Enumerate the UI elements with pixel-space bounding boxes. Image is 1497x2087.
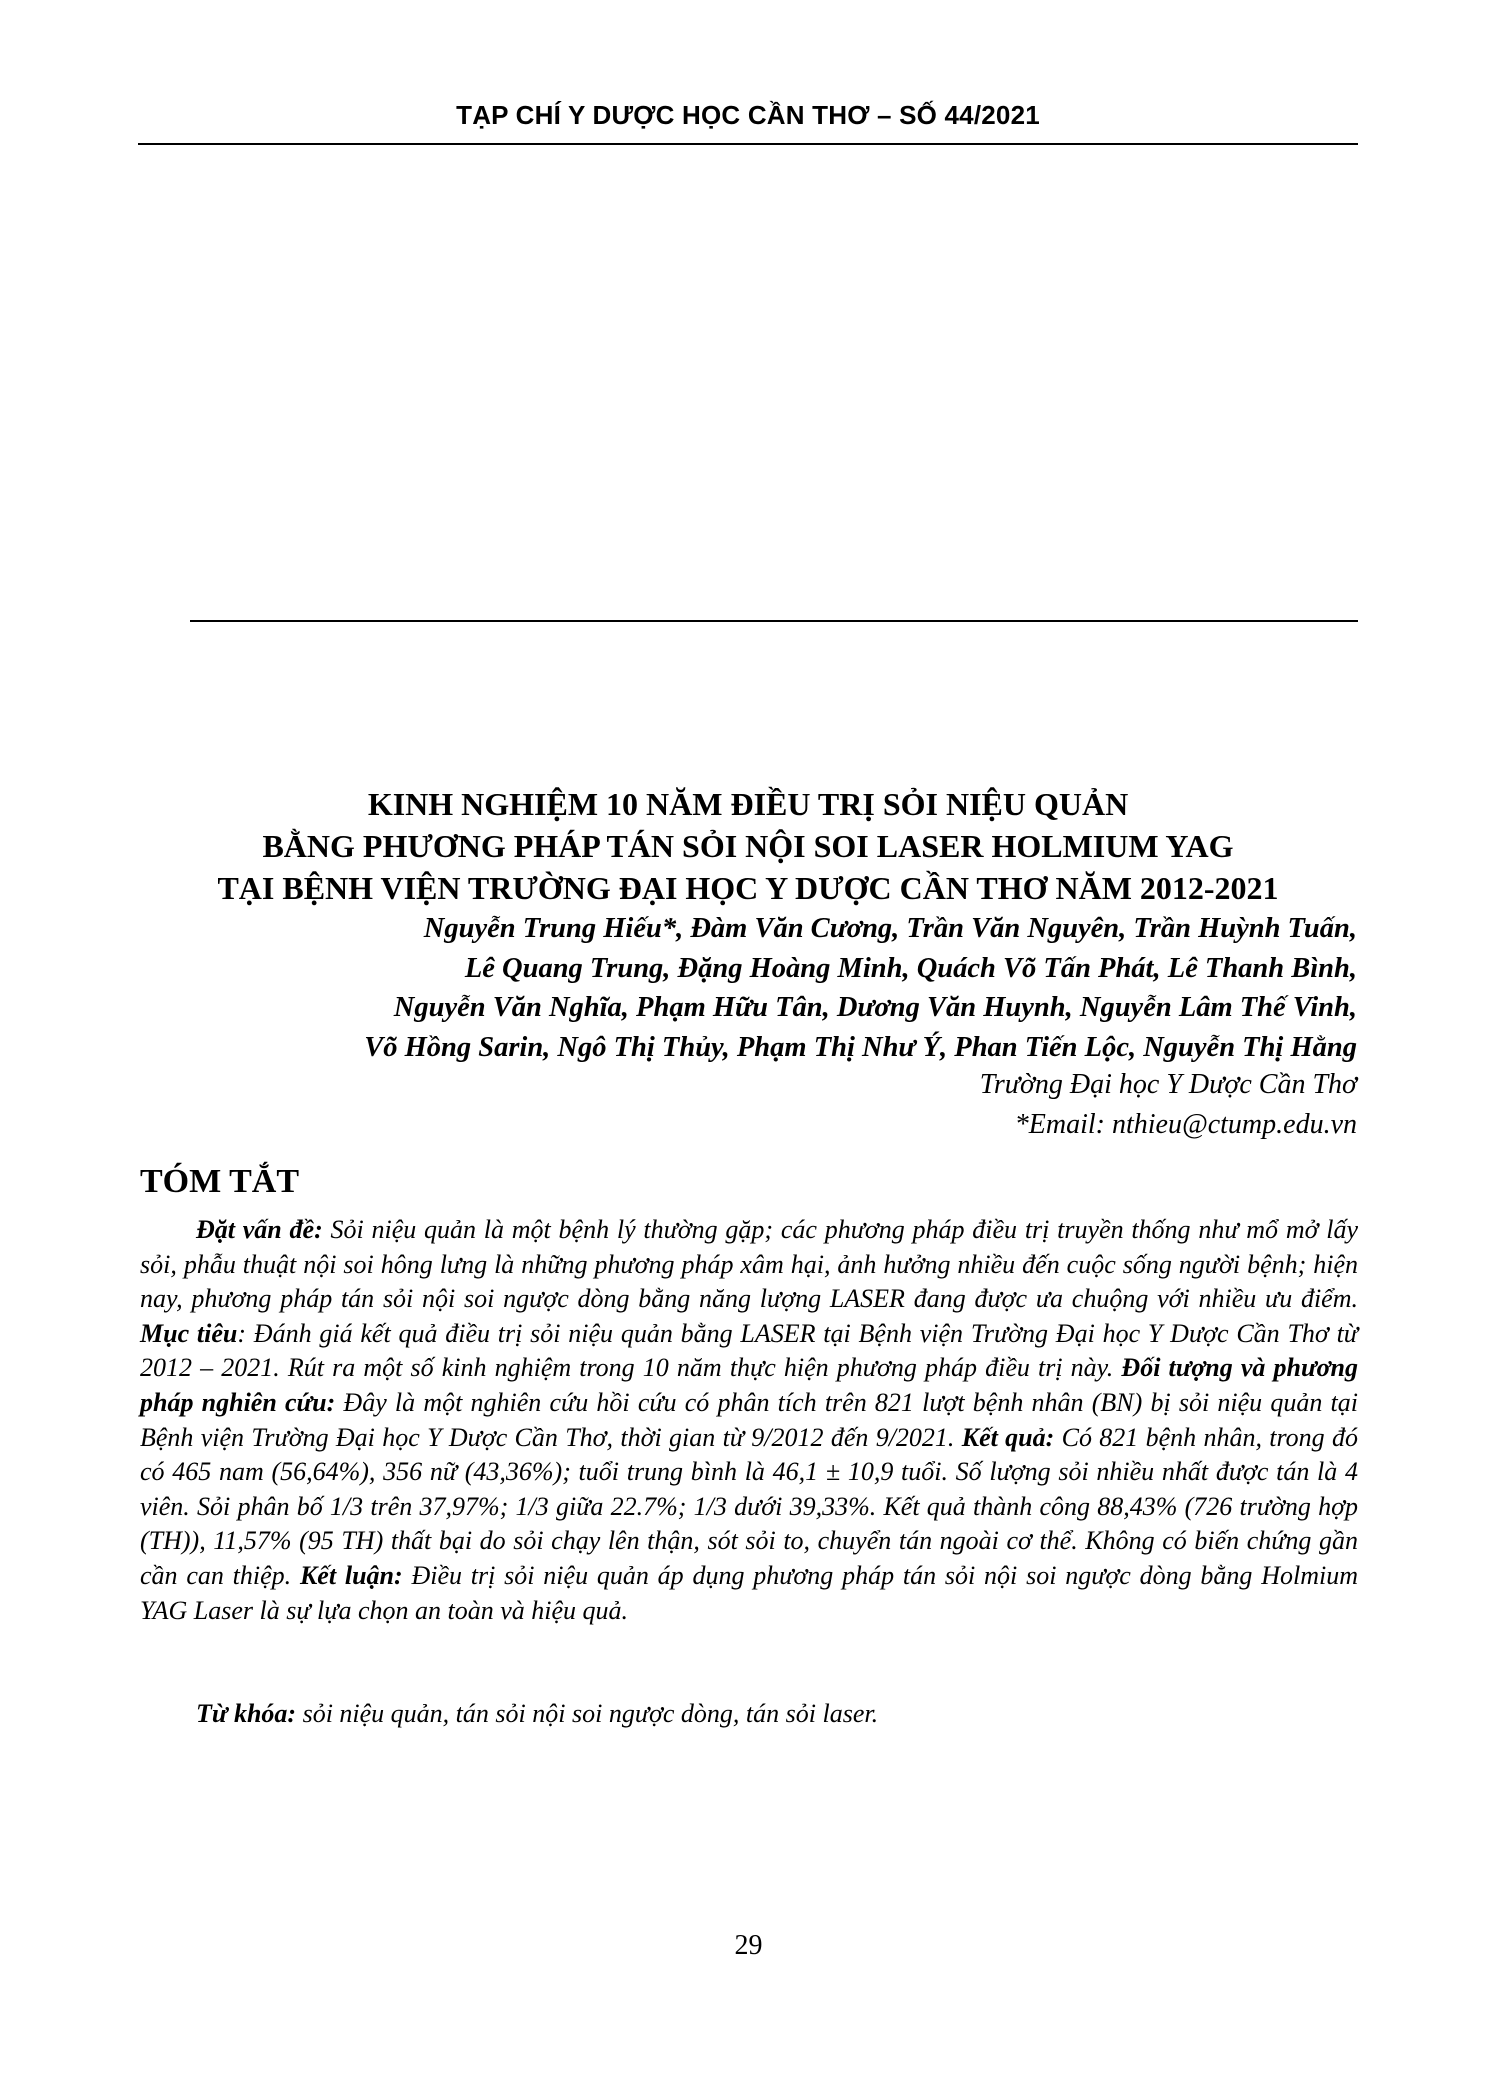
author-line: Nguyễn Trung Hiếu*, Đàm Văn Cương, Trần Văn Nguyên, Trần Huỳnh Tuấn,	[423, 913, 1357, 944]
results-text: Có 821 bệnh nhân, trong đó có 465 nam (56,64%), 356 nữ (43,36%); tuổi trung bình là 46,1 ± 10,9 tuổi. Số lượng sỏi nhiều nhất được tán là 4 viên. Sỏi phân bố 1/3 trên 37,97%; 1/3 giữa 22.7%; 1/3 dưới 39,33%. Kết quả thành công 88,43% (726 trường hợp (TH)), 11,57% (95 TH) thất bại do sỏi chạy lên thận, sót sỏi to, chuyển tán ngoài cơ thể. Không có biến chứng gần cần can thiệp.	[140, 1422, 1358, 1590]
objective-label: Mục tiêu	[140, 1318, 238, 1348]
methods-text: Đây là một nghiên cứu hồi cứu có phân tích trên 821 lượt bệnh nhân (BN) bị sỏi niệu quản tại Bệnh viện Trường Đại học Y Dược Cần Thơ, thời gian từ 9/2012 đến 9/2021.	[140, 1387, 1358, 1452]
author-line: Lê Quang Trung, Đặng Hoàng Minh, Quách Võ Tấn Phát, Lê Thanh Bình,	[464, 952, 1357, 984]
abstract-heading: TÓM TẮT	[140, 1163, 300, 1200]
conclusion-label: Kết luận:	[291, 1560, 403, 1590]
background-text: Sỏi niệu quản là một bệnh lý thường gặp; các phương pháp điều trị truyền thống như mổ mở lấy sỏi, phẫu thuật nội soi hông lưng là những phương pháp xâm hại, ảnh hưởng nhiều đến cuộc sống người bệnh; hiện nay, phương pháp tán sỏi nội soi ngược dòng bằng năng lượng LASER đang được ưa chuộng với nhiều ưu điểm.	[140, 1215, 1358, 1314]
keywords-text: sỏi niệu quản, tán sỏi nội soi ngược dòng, tán sỏi laser.	[296, 1699, 879, 1728]
article-title	[138, 783, 1358, 909]
journal-running-header: TẠP CHÍ Y DƯỢC HỌC CẦN THƠ – SỐ 44/2021	[456, 100, 1040, 130]
page-number: 29	[734, 1930, 763, 1961]
conclusion-text: Điều trị sỏi niệu quản áp dụng phương pháp tán sỏi nội soi ngược dòng bằng Holmium YAG Laser là sự lựa chọn an toàn và hiệu quả.	[140, 1560, 1358, 1625]
header-rule	[138, 143, 1358, 145]
methods-label: Đối tượng và phương pháp nghiên cứu:	[140, 1353, 1359, 1417]
background-label: Đặt vấn đề:	[196, 1215, 323, 1244]
author-line: Nguyễn Văn Nghĩa, Phạm Hữu Tân, Dương Văn Huynh, Nguyễn Lâm Thế Vinh,	[393, 992, 1357, 1023]
objective-text: : Đánh giá kết quả điều trị sỏi niệu quản bằng LASER tại Bệnh viện Trường Đại học Y Dược Cần Thơ từ 2012 – 2021. Rút ra một số kinh nghiệm trong 10 năm thực hiện phương pháp điều trị này.	[140, 1318, 1358, 1383]
affiliation-block	[980, 1065, 1357, 1145]
affiliation: Trường Đại học Y Dược Cần Thơ	[979, 1069, 1357, 1100]
title-separator-rule	[190, 620, 1358, 622]
results-label: Kết quả:	[954, 1422, 1055, 1452]
title-line: KINH NGHIỆM 10 NĂM ĐIỀU TRỊ SỎI NIỆU QUẢN	[367, 786, 1129, 822]
keywords-label: Từ khóa:	[196, 1699, 297, 1728]
title-line: BẰNG PHƯƠNG PHÁP TÁN SỎI NỘI SOI LASER HOLMIUM YAG	[262, 828, 1234, 864]
abstract-paragraph	[140, 1213, 1358, 1628]
author-line: Võ Hồng Sarin, Ngô Thị Thủy, Phạm Thị Như Ý, Phan Tiến Lộc, Nguyễn Thị Hằng	[364, 1031, 1357, 1063]
title-line: TẠI BỆNH VIỆN TRƯỜNG ĐẠI HỌC Y DƯỢC CẦN THƠ NĂM 2012-2021	[217, 870, 1279, 906]
keywords-paragraph	[140, 1697, 1358, 1731]
corresponding-email: *Email: nthieu@ctump.edu.vn	[1014, 1109, 1357, 1140]
author-list	[364, 909, 1357, 1067]
